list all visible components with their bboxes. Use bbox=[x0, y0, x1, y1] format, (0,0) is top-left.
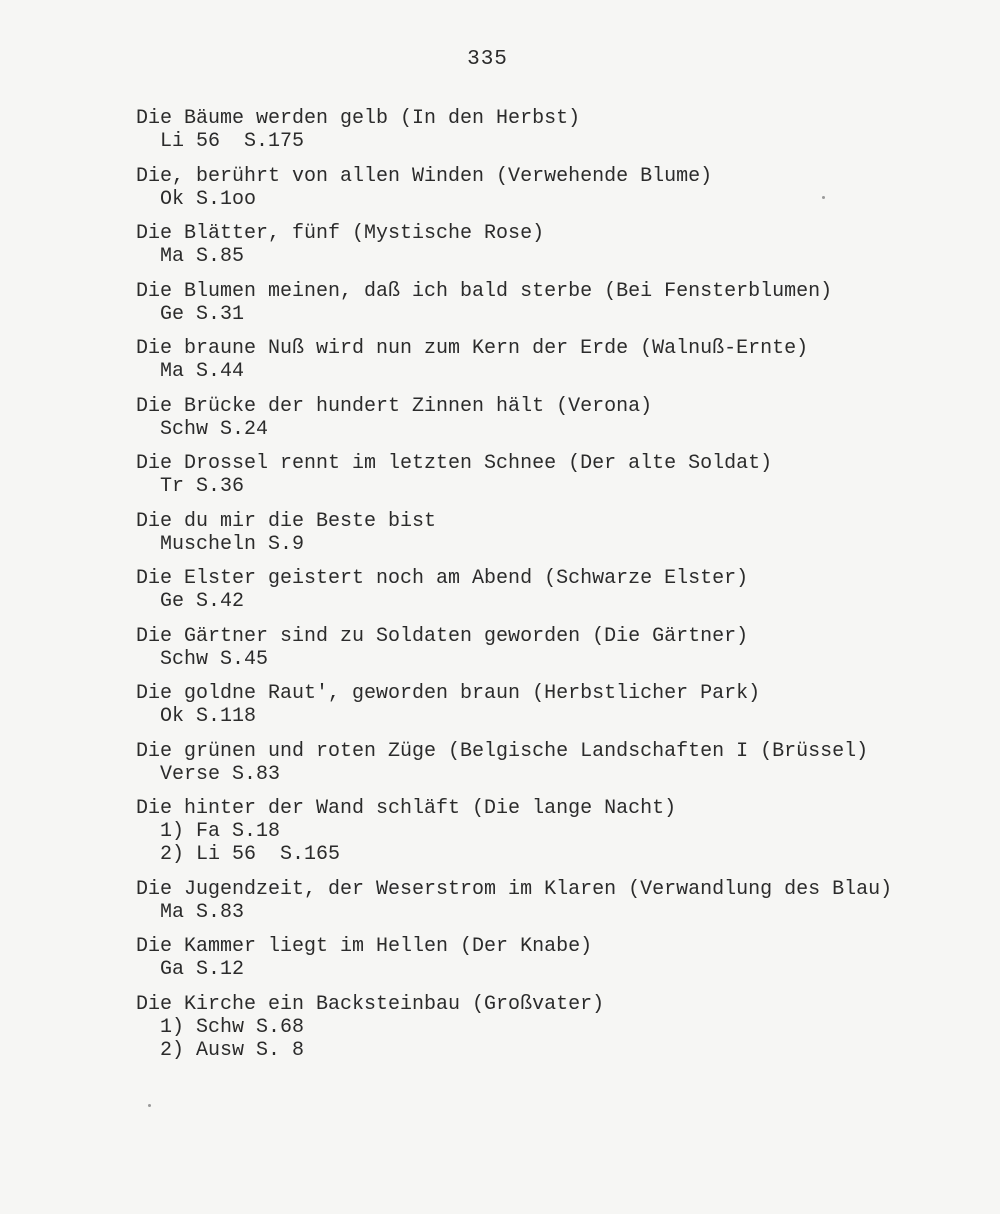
entry-reference: Ma S.83 bbox=[160, 900, 245, 924]
entry-title: Die Drossel rennt im letzten Schnee (Der alte Soldat) bbox=[136, 452, 773, 475]
paper-speck bbox=[148, 1104, 151, 1107]
entry-title: Die goldne Raut', geworden braun (Herbstlicher Park) bbox=[136, 682, 761, 705]
entry-title: Die Kammer liegt im Hellen (Der Knabe) bbox=[136, 935, 593, 958]
page-number: 335 bbox=[467, 48, 508, 71]
entry-reference: 1) Fa S.18 bbox=[160, 820, 281, 843]
entry-reference: 2) Li 56 S.165 bbox=[160, 843, 341, 866]
entry-title: Die grünen und roten Züge (Belgische Landschaften I (Brüssel) bbox=[136, 739, 869, 763]
index-entry bbox=[136, 682, 976, 728]
entry-reference: Ma S.85 bbox=[160, 245, 245, 268]
entry-reference: Verse S.83 bbox=[160, 762, 281, 786]
index-entries bbox=[136, 107, 976, 1073]
index-entry bbox=[136, 993, 976, 1062]
entry-reference: Ge S.42 bbox=[160, 590, 245, 613]
index-entry bbox=[136, 878, 976, 924]
entry-title: Die Blumen meinen, daß ich bald sterbe (Bei Fensterblumen) bbox=[136, 279, 833, 303]
index-entry bbox=[136, 625, 976, 671]
entry-title: Die Bäume werden gelb (In den Herbst) bbox=[136, 107, 581, 130]
index-entry bbox=[136, 452, 976, 498]
entry-title: Die Blätter, fünf (Mystische Rose) bbox=[136, 222, 545, 245]
index-entry bbox=[136, 567, 976, 613]
entry-title: Die Kirche ein Backsteinbau (Großvater) bbox=[136, 992, 605, 1016]
entry-title: Die Brücke der hundert Zinnen hält (Verona) bbox=[136, 394, 653, 418]
entry-reference: Ge S.31 bbox=[160, 302, 245, 326]
index-entry bbox=[136, 107, 976, 153]
entry-reference: Ok S.118 bbox=[160, 705, 257, 728]
index-entry bbox=[136, 395, 976, 441]
entry-title: Die hinter der Wand schläft (Die lange Nacht) bbox=[136, 797, 677, 820]
entry-reference: 1) Schw S.68 bbox=[160, 1015, 305, 1039]
entry-title: Die Jugendzeit, der Weserstrom im Klaren (Verwandlung des Blau) bbox=[136, 877, 893, 901]
entry-reference: Ma S.44 bbox=[160, 360, 245, 383]
entry-reference: Tr S.36 bbox=[160, 475, 245, 498]
entry-reference: Ok S.1oo bbox=[160, 187, 257, 211]
entry-title: Die, berührt von allen Winden (Verwehende Blume) bbox=[136, 164, 713, 188]
entry-reference: Schw S.24 bbox=[160, 417, 269, 441]
entry-reference: Li 56 S.175 bbox=[160, 130, 305, 153]
entry-title: Die Elster geistert noch am Abend (Schwarze Elster) bbox=[136, 567, 749, 590]
index-entry bbox=[136, 935, 976, 981]
entry-reference: Schw S.45 bbox=[160, 647, 269, 671]
paper-speck bbox=[822, 196, 825, 199]
entry-reference: Ga S.12 bbox=[160, 958, 245, 981]
index-entry bbox=[136, 165, 976, 211]
index-entry bbox=[136, 740, 976, 786]
entry-reference: Muscheln S.9 bbox=[160, 532, 305, 556]
index-entry bbox=[136, 337, 976, 383]
index-entry bbox=[136, 222, 976, 268]
index-entry bbox=[136, 280, 976, 326]
entry-title: Die du mir die Beste bist bbox=[136, 509, 437, 533]
entry-reference: 2) Ausw S. 8 bbox=[160, 1038, 305, 1062]
entry-title: Die Gärtner sind zu Soldaten geworden (Die Gärtner) bbox=[136, 624, 749, 648]
index-entry bbox=[136, 510, 976, 556]
index-entry bbox=[136, 797, 976, 866]
entry-title: Die braune Nuß wird nun zum Kern der Erde (Walnuß-Ernte) bbox=[136, 337, 809, 360]
